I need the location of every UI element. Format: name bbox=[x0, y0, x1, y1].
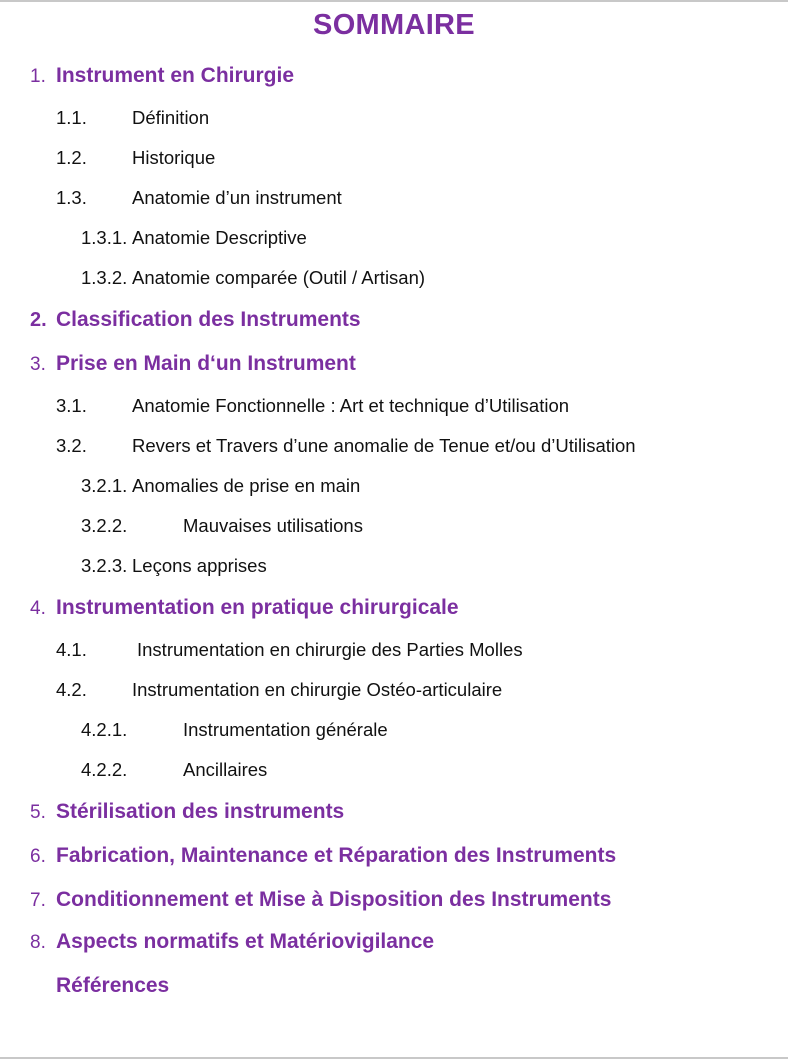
toc-number: 5. bbox=[30, 802, 46, 823]
toc-number: 4.1. bbox=[56, 639, 87, 660]
toc-number: 7. bbox=[30, 890, 46, 911]
toc-title: Instrumentation en chirurgie Ostéo-articulaire bbox=[132, 679, 503, 700]
toc-number: 1.3.2. bbox=[81, 267, 128, 288]
toc-title: Ancillaires bbox=[183, 759, 268, 780]
toc-title: Fabrication, Maintenance et Réparation des Instruments bbox=[56, 844, 617, 867]
toc-title: Références bbox=[56, 974, 170, 997]
toc-title: Leçons apprises bbox=[132, 555, 267, 576]
toc-number: 2. bbox=[30, 309, 47, 331]
bottom-rule bbox=[0, 1057, 788, 1059]
toc-title: Anatomie comparée (Outil / Artisan) bbox=[132, 267, 426, 288]
toc-number: 3.2.1. bbox=[81, 475, 128, 496]
toc-title: Définition bbox=[132, 107, 210, 128]
toc-title: Anatomie d’un instrument bbox=[132, 187, 342, 208]
top-rule bbox=[0, 0, 788, 2]
toc-number: 1. bbox=[30, 66, 46, 87]
toc-number: 6. bbox=[30, 846, 46, 867]
toc-number: 4. bbox=[30, 598, 46, 619]
toc-title: Anomalies de prise en main bbox=[132, 475, 361, 496]
toc-number: 3. bbox=[30, 354, 46, 375]
toc-title: Mauvaises utilisations bbox=[183, 515, 363, 536]
toc-title: Prise en Main d‘un Instrument bbox=[56, 352, 356, 375]
toc-title: Anatomie Fonctionnelle : Art et technique d’Utilisation bbox=[132, 395, 570, 416]
toc-number: 3.2. bbox=[56, 435, 87, 456]
toc-title: Classification des Instruments bbox=[56, 308, 361, 331]
toc-title: Historique bbox=[132, 147, 216, 168]
toc-number: 1.2. bbox=[56, 147, 87, 168]
toc-number: 1.3. bbox=[56, 187, 87, 208]
toc-number: 8. bbox=[30, 932, 46, 953]
toc-number: 3.1. bbox=[56, 395, 87, 416]
toc-title: Instrumentation en pratique chirurgicale bbox=[56, 596, 459, 619]
toc-title: Instrumentation générale bbox=[183, 719, 388, 740]
toc-title: Conditionnement et Mise à Disposition des Instruments bbox=[56, 888, 612, 911]
toc-number: 4.2. bbox=[56, 679, 87, 700]
toc-number: 3.2.2. bbox=[81, 515, 128, 536]
toc-title: Instrument en Chirurgie bbox=[56, 64, 295, 87]
toc-number: 3.2.3. bbox=[81, 555, 128, 576]
toc-number: 4.2.2. bbox=[81, 759, 128, 780]
page-title: SOMMAIRE bbox=[313, 9, 475, 41]
toc-number: 1.3.1. bbox=[81, 227, 128, 248]
toc-number: 1.1. bbox=[56, 107, 87, 128]
toc-title: Anatomie Descriptive bbox=[132, 227, 307, 248]
toc-title: Revers et Travers d’une anomalie de Tenue et/ou d’Utilisation bbox=[132, 435, 636, 456]
toc-title: Instrumentation en chirurgie des Parties Molles bbox=[137, 639, 523, 660]
toc-title: Stérilisation des instruments bbox=[56, 800, 345, 823]
toc-number: 4.2.1. bbox=[81, 719, 128, 740]
toc-title: Aspects normatifs et Matériovigilance bbox=[56, 930, 435, 953]
